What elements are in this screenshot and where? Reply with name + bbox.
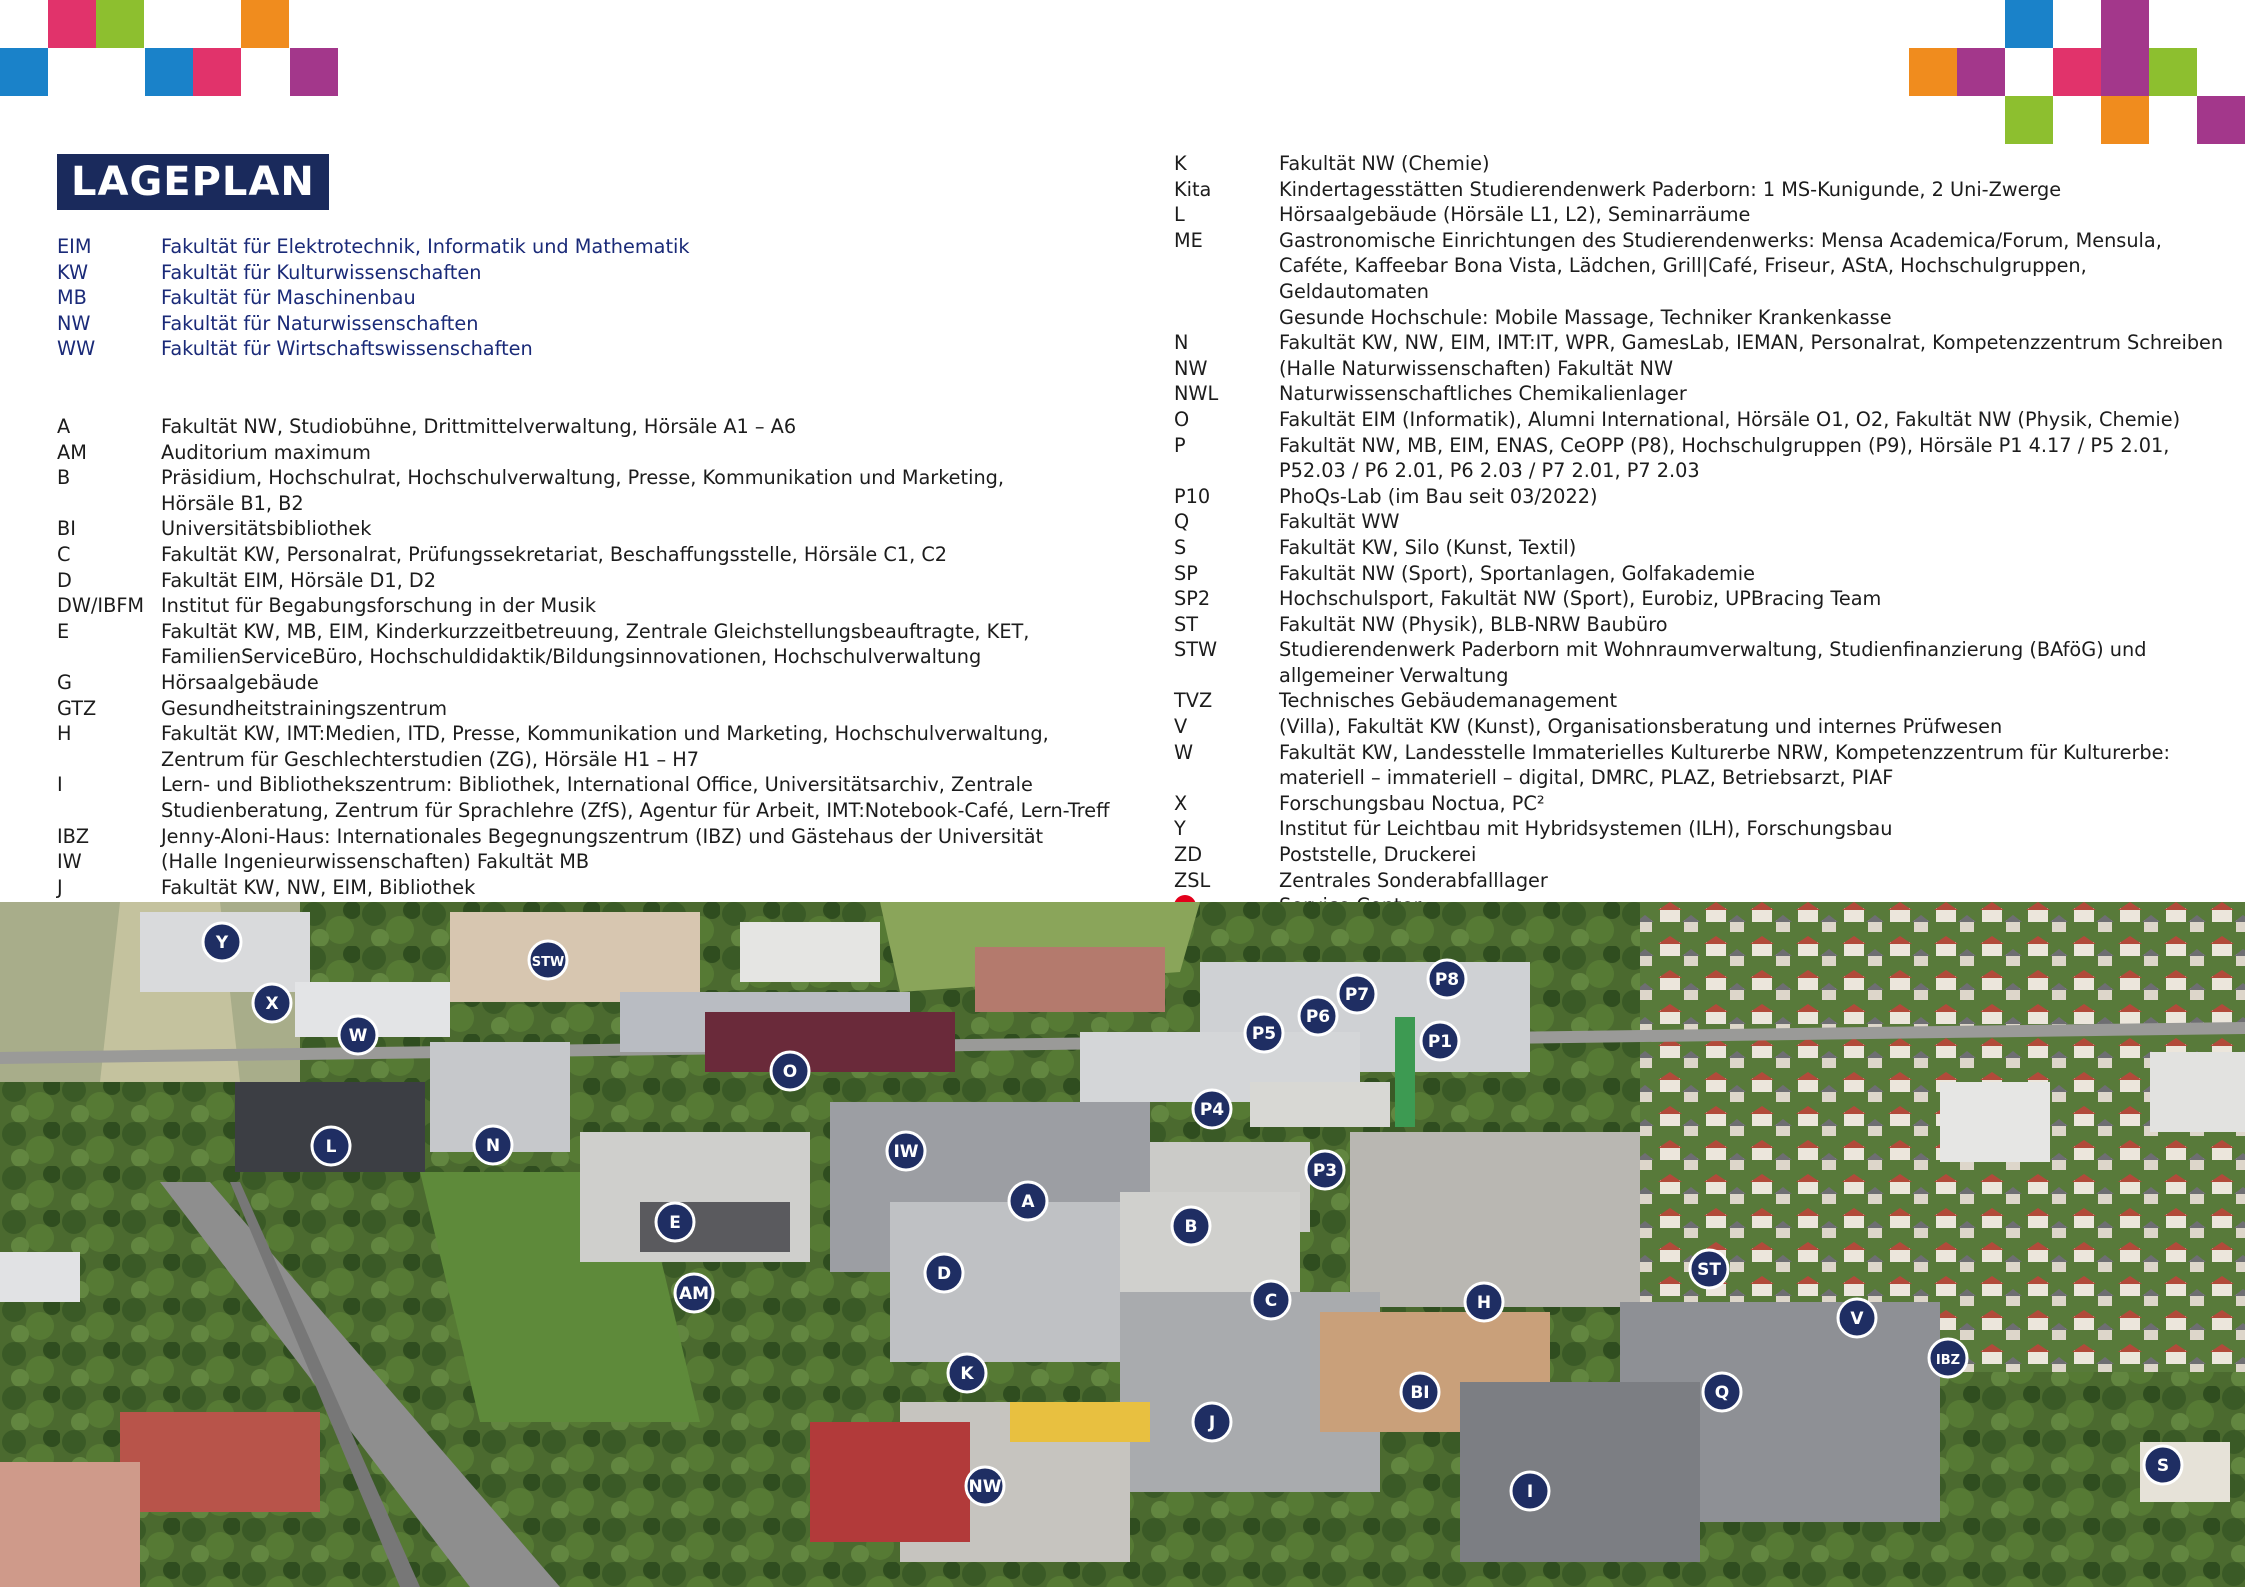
deco-square	[193, 48, 241, 96]
legend-code: W	[1174, 740, 1194, 764]
legend-description: Fakultät NW, MB, EIM, ENAS, CeOPP (P8), Hochschulgruppen (P9), Hörsäle P1 4.17 / P5 2.01, P52.03 / P6 2.01, P6 2.03 / P7 2.01, P7 2.03	[1279, 433, 2170, 483]
legend-code: ME	[1174, 228, 1203, 252]
map-marker-label: P1	[1427, 1032, 1453, 1052]
legend-row	[57, 593, 1157, 619]
legend-description: Fakultät für Naturwissenschaften	[161, 311, 479, 335]
legend-code: KW	[57, 260, 89, 284]
legend-description: Fakultät KW, MB, EIM, Kinderkurzzeitbetreuung, Zentrale Gleichstellungsbeauftragte, KET, FamilienServiceBüro, Hochschuldidaktik/Bildungsinnovationen, Hochschulverwaltung	[161, 619, 1030, 669]
legend-code: P	[1174, 433, 1186, 457]
map-marker-label: IBZ	[1935, 1353, 1961, 1368]
map-marker-a[interactable]	[1009, 1182, 1047, 1220]
legend-description: (Halle Naturwissenschaften) Fakultät NW	[1279, 356, 1674, 380]
legend-code: EIM	[57, 235, 92, 258]
deco-square	[241, 0, 289, 48]
legend-description: Hörsaalgebäude (Hörsäle L1, L2), Seminarräume	[1279, 203, 1751, 227]
map-marker-x[interactable]	[253, 984, 291, 1022]
legend-row	[57, 568, 1157, 594]
legend-row	[57, 619, 1157, 670]
map-marker-label: J	[1208, 1413, 1216, 1433]
legend-row	[57, 670, 1157, 696]
map-marker-am[interactable]	[675, 1274, 713, 1312]
legend-description: Fakultät EIM, Hörsäle D1, D2	[161, 568, 437, 592]
legend-code: B	[57, 466, 71, 490]
map-marker-label: P7	[1344, 985, 1370, 1005]
legend-code: GTZ	[57, 696, 97, 720]
deco-square	[0, 48, 48, 96]
legend-description: PhoQs-Lab (im Bau seit 03/2022)	[1279, 484, 1598, 508]
map-marker-label: V	[1850, 1309, 1864, 1329]
legend-code: G	[57, 670, 72, 694]
map-marker-p8[interactable]	[1428, 960, 1466, 998]
legend-code: Q	[1174, 510, 1190, 534]
deco-square	[145, 48, 193, 96]
legend-row	[1174, 637, 2234, 688]
legend-description: Hochschulsport, Fakultät NW (Sport), Eurobiz, UPBracing Team	[1279, 587, 1882, 611]
legend-row	[1174, 740, 2234, 791]
map-marker-o[interactable]	[771, 1052, 809, 1090]
map-marker-label: I	[1526, 1482, 1534, 1502]
legend-description: Fakultät KW, Personalrat, Prüfungssekretariat, Beschaffungsstelle, Hörsäle C1, C2	[161, 542, 948, 566]
map-marker-p3[interactable]	[1306, 1151, 1344, 1189]
legend-row	[57, 311, 1137, 337]
map-marker-label: O	[782, 1062, 798, 1082]
legend-description: Jenny-Aloni-Haus: Internationales Begegnungszentrum (IBZ) und Gästehaus der Universität	[161, 824, 1044, 848]
legend-row	[1174, 791, 2234, 817]
legend-description: Auditorium maximum	[161, 440, 371, 464]
map-marker-label: BI	[1410, 1383, 1430, 1403]
map-marker-n[interactable]	[474, 1126, 512, 1164]
deco-square	[2101, 96, 2149, 144]
legend-code: DW/IBFM	[57, 594, 145, 618]
legend-code: IW	[57, 850, 82, 874]
legend-code: IBZ	[57, 824, 90, 848]
legend-row	[57, 516, 1157, 542]
legend-row	[1174, 688, 2234, 714]
map-marker-h[interactable]	[1465, 1283, 1503, 1321]
legend-row	[57, 849, 1157, 875]
legend-description: Universitätsbibliothek	[161, 517, 372, 541]
legend-row	[1174, 842, 2234, 868]
legend-code: Y	[1174, 817, 1186, 841]
legend-code: V	[1174, 715, 1188, 739]
legend-row	[57, 260, 1137, 286]
faculty-legend	[57, 234, 1137, 362]
map-marker-label: K	[960, 1364, 974, 1384]
legend-row	[1174, 586, 2234, 612]
legend-code: S	[1174, 535, 1187, 559]
legend-description: Institut für Begabungsforschung in der Musik	[161, 594, 596, 618]
map-marker-label: B	[1184, 1217, 1198, 1237]
legend-code: L	[1174, 203, 1185, 227]
map-marker-label: X	[265, 994, 279, 1014]
legend-row	[1174, 407, 2234, 433]
legend-code: E	[57, 619, 70, 643]
legend-code: N	[1174, 331, 1189, 355]
map-marker-l[interactable]	[312, 1127, 350, 1165]
map-marker-label: A	[1021, 1192, 1035, 1212]
legend-description: Fakultät NW (Sport), Sportanlagen, Golfakademie	[1279, 561, 1756, 585]
legend-description: Institut für Leichtbau mit Hybridsystemen (ILH), Forschungsbau	[1279, 817, 1893, 841]
legend-row	[1174, 151, 2234, 177]
legend-row	[1174, 561, 2234, 587]
legend-code: H	[57, 722, 72, 746]
legend-code: ZSL	[1174, 868, 1211, 892]
map-marker-label: S	[2156, 1456, 2170, 1476]
deco-square	[2149, 48, 2197, 96]
map-marker-s[interactable]	[2144, 1446, 2182, 1484]
legend-row	[57, 234, 1137, 260]
map-marker-label: P8	[1434, 970, 1460, 990]
legend-description: Fakultät EIM (Informatik), Alumni International, Hörsäle O1, O2, Fakultät NW (Physik, Chemie)	[1279, 407, 2181, 431]
legend-description: Studierendenwerk Paderborn mit Wohnraumverwaltung, Studienfinanzierung (BAföG) und allgemeiner Verwaltung	[1279, 638, 2147, 687]
map-marker-j[interactable]	[1193, 1403, 1231, 1441]
legend-description: Technisches Gebäudemanagement	[1279, 689, 1618, 713]
deco-square	[48, 0, 96, 48]
legend-code: C	[57, 542, 71, 566]
map-marker-stw[interactable]	[529, 941, 567, 979]
map-marker-label: P3	[1312, 1161, 1338, 1181]
legend-description: Fakultät für Maschinenbau	[161, 286, 416, 310]
map-marker-v[interactable]	[1838, 1299, 1876, 1337]
legend-row	[57, 336, 1137, 362]
legend-row	[57, 772, 1157, 823]
map-marker-q[interactable]	[1703, 1373, 1741, 1411]
map-marker-label: ST	[1697, 1260, 1721, 1280]
deco-square	[1909, 48, 1957, 96]
map-marker-label: C	[1264, 1291, 1278, 1311]
legend-description: Fakultät für Kulturwissenschaften	[161, 260, 482, 284]
legend-row	[1174, 177, 2234, 203]
map-marker-label: D	[936, 1264, 952, 1284]
legend-code: ST	[1174, 612, 1199, 636]
legend-code: MB	[57, 286, 87, 310]
legend-row	[1174, 612, 2234, 638]
legend-description: Fakultät für Elektrotechnik, Informatik und Mathematik	[161, 235, 690, 258]
legend-row	[57, 542, 1157, 568]
legend-description: Präsidium, Hochschulrat, Hochschulverwaltung, Presse, Kommunikation und Marketing, Hörsäle B1, B2	[161, 466, 1005, 515]
legend-description: Hörsaalgebäude	[161, 670, 319, 694]
map-marker-e[interactable]	[656, 1203, 694, 1241]
legend-code: K	[1174, 152, 1187, 175]
deco-square	[2101, 48, 2149, 96]
map-marker-label: P5	[1251, 1024, 1277, 1044]
legend-code: NW	[1174, 356, 1208, 380]
map-marker-label: NW	[968, 1477, 1002, 1497]
legend-code: TVZ	[1174, 689, 1213, 713]
map-marker-b[interactable]	[1172, 1207, 1210, 1245]
deco-square	[2197, 96, 2245, 144]
map-marker-p1[interactable]	[1421, 1022, 1459, 1060]
legend-description: Gastronomische Einrichtungen des Studierendenwerks: Mensa Academica/Forum, Mensula, Caféte, Kaffeebar Bona Vista, Lädchen, Grill|Café, Friseur, AStA, Hochschulgruppen, Geldautomaten Gesunde Hochschule: Mobile Massage, Techniker Krankenkasse	[1279, 228, 2162, 329]
map-marker-p5[interactable]	[1245, 1014, 1283, 1052]
map-marker-label: L	[325, 1137, 337, 1157]
legend-row	[1174, 330, 2234, 356]
page-title: LAGEPLAN	[57, 154, 329, 210]
legend-code: O	[1174, 407, 1190, 431]
map-marker-ibz[interactable]	[1929, 1339, 1967, 1377]
legend-code: SP	[1174, 561, 1198, 585]
legend-description: Kindertagesstätten Studierendenwerk Paderborn: 1 MS-Kunigunde, 2 Uni-Zwerge	[1279, 177, 2062, 201]
legend-code: A	[57, 415, 71, 438]
map-marker-bi[interactable]	[1401, 1373, 1439, 1411]
deco-square	[290, 48, 338, 96]
legend-code: STW	[1174, 638, 1218, 662]
legend-description: Zentrales Sonderabfalllager	[1279, 868, 1548, 892]
map-marker-label: P4	[1199, 1100, 1225, 1120]
map-marker-p4[interactable]	[1193, 1090, 1231, 1128]
legend-description: Fakultät für Wirtschaftswissenschaften	[161, 337, 533, 361]
legend-row	[57, 440, 1157, 466]
map-marker-p7[interactable]	[1338, 975, 1376, 1013]
legend-description: Fakultät KW, Silo (Kunst, Textil)	[1279, 535, 1577, 559]
building-legend-left	[57, 414, 1157, 900]
map-marker-i[interactable]	[1511, 1472, 1549, 1510]
legend-description: Fakultät WW	[1279, 510, 1400, 534]
legend-code: NW	[57, 311, 91, 335]
legend-code: J	[57, 875, 63, 899]
legend-row	[1174, 714, 2234, 740]
legend-code: SP2	[1174, 587, 1211, 611]
legend-description: Fakultät NW (Physik), BLB-NRW Baubüro	[1279, 612, 1668, 636]
legend-row	[57, 696, 1157, 722]
map-marker-d[interactable]	[925, 1254, 963, 1292]
legend-row	[1174, 228, 2234, 330]
legend-row	[1174, 868, 2234, 894]
map-marker-w[interactable]	[339, 1016, 377, 1054]
legend-row	[1174, 433, 2234, 484]
deco-square	[2005, 0, 2053, 48]
map-marker-iw[interactable]	[887, 1132, 925, 1170]
legend-row	[57, 414, 1157, 440]
legend-description: Naturwissenschaftliches Chemikalienlager	[1279, 382, 1687, 406]
legend-code: BI	[57, 517, 76, 541]
legend-code: WW	[57, 337, 96, 361]
deco-square	[2005, 96, 2053, 144]
map-marker-label: N	[485, 1136, 501, 1156]
legend-row	[57, 824, 1157, 850]
map-marker-label: STW	[531, 955, 565, 970]
legend-row	[1174, 816, 2234, 842]
deco-square	[2101, 0, 2149, 48]
deco-square	[1957, 48, 2005, 96]
map-marker-k[interactable]	[948, 1354, 986, 1392]
legend-description: Fakultät KW, NW, EIM, IMT:IT, WPR, GamesLab, IEMAN, Personalrat, Kompetenzzentrum Schreiben	[1279, 331, 2224, 355]
legend-row	[1174, 356, 2234, 382]
map-marker-c[interactable]	[1252, 1281, 1290, 1319]
legend-description: Gesundheitstrainingszentrum	[161, 696, 448, 720]
map-marker-label: P6	[1305, 1007, 1331, 1027]
map-marker-label: Y	[215, 933, 229, 953]
map-marker-p6[interactable]	[1299, 997, 1337, 1035]
legend-code: ZD	[1174, 843, 1203, 867]
legend-row	[1174, 535, 2234, 561]
map-marker-label: W	[348, 1026, 368, 1046]
legend-code: I	[57, 773, 63, 797]
legend-code: NWL	[1174, 382, 1219, 406]
legend-description: Fakultät NW (Chemie)	[1279, 152, 1490, 175]
legend-row	[1174, 202, 2234, 228]
legend-code: D	[57, 568, 72, 592]
legend-description: Fakultät KW, Landesstelle Immaterielles Kulturerbe NRW, Kompetenzzentrum für Kulturerbe: materiell – immateriell – digital, DMRC, PLAZ, Betriebsarzt, PIAF	[1279, 740, 2170, 790]
map-marker-nw[interactable]	[966, 1467, 1004, 1505]
legend-code: Kita	[1174, 177, 1212, 201]
building-legend-right	[1174, 151, 2234, 919]
legend-description: Lern- und Bibliothekszentrum: Bibliothek, International Office, Universitätsarchiv, Zentrale Studienberatung, Zentrum für Sprachlehre (ZfS), Agentur für Arbeit, IMT:Notebook-Café, Lern-Treff	[161, 773, 1110, 822]
legend-description: (Villa), Fakultät KW (Kunst), Organisationsberatung und internes Prüfwesen	[1279, 715, 2003, 739]
legend-code: X	[1174, 791, 1188, 815]
legend-description: Fakultät KW, IMT:Medien, ITD, Presse, Kommunikation und Marketing, Hochschulverwaltung, Zentrum für Geschlechterstudien (ZG), Hörsäle H1 – H7	[161, 722, 1049, 771]
legend-description: Forschungsbau Noctua, PC²	[1279, 791, 1545, 815]
legend-row	[57, 875, 1157, 901]
map-marker-label: IW	[893, 1142, 919, 1162]
map-marker-label: Q	[1714, 1383, 1730, 1403]
map-marker-label: E	[669, 1213, 681, 1233]
legend-row	[57, 285, 1137, 311]
legend-row	[1174, 484, 2234, 510]
map-marker-st[interactable]	[1690, 1250, 1728, 1288]
legend-description: (Halle Ingenieurwissenschaften) Fakultät MB	[161, 850, 590, 874]
legend-code: AM	[57, 440, 87, 464]
legend-row	[1174, 509, 2234, 535]
legend-description: Fakultät NW, Studiobühne, Drittmittelverwaltung, Hörsäle A1 – A6	[161, 415, 797, 438]
legend-row	[57, 721, 1157, 772]
map-marker-label: AM	[678, 1284, 710, 1304]
map-marker-y[interactable]	[203, 923, 241, 961]
legend-description: Poststelle, Druckerei	[1279, 843, 1477, 867]
legend-description: Fakultät KW, NW, EIM, Bibliothek	[161, 875, 476, 899]
aerial-campus-map	[0, 902, 2245, 1587]
legend-row	[57, 465, 1157, 516]
deco-square	[96, 0, 144, 48]
legend-row	[1174, 381, 2234, 407]
legend-code: P10	[1174, 484, 1211, 508]
deco-square	[2053, 48, 2101, 96]
map-marker-label: H	[1476, 1293, 1492, 1313]
